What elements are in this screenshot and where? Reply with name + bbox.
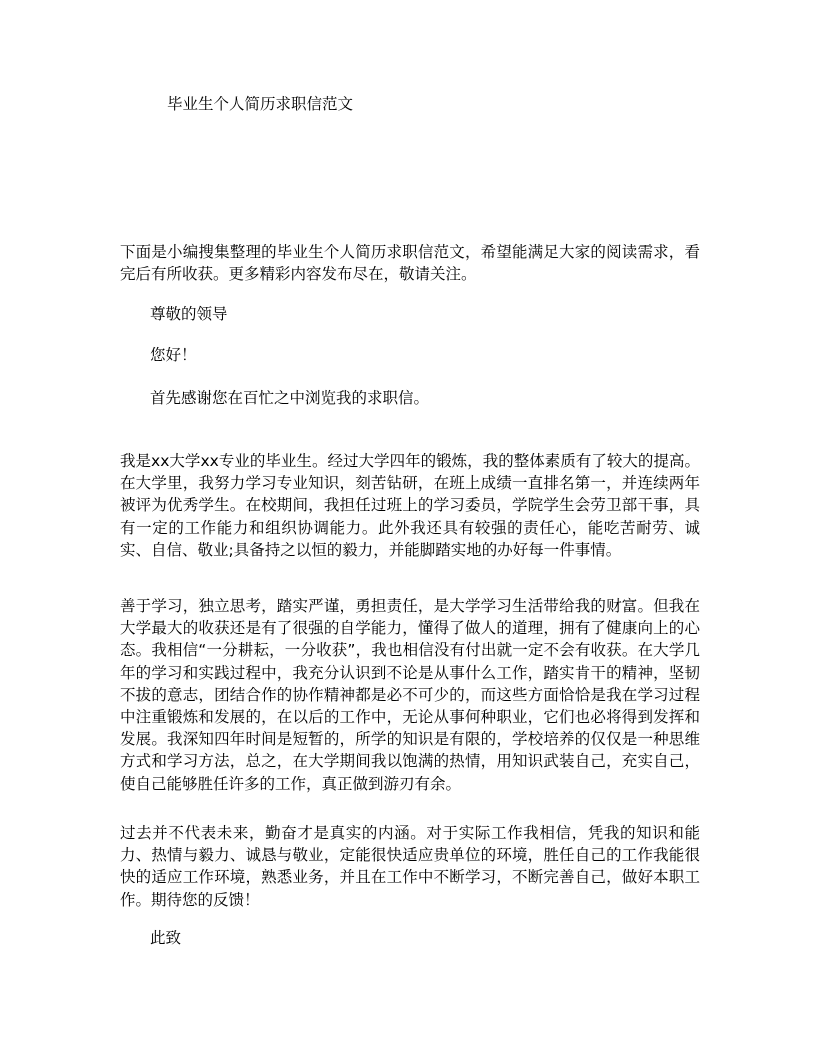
intro-paragraph: 下面是小编搜集整理的毕业生个人简历求职信范文，希望能满足大家的阅读需求，看完后有所收获。更多精彩内容发布尽在，敬请关注。 — [120, 243, 700, 284]
greeting: 您好！ — [150, 346, 197, 364]
opening-line: 首先感谢您在百忙之中浏览我的求职信。 — [150, 389, 430, 407]
closing: 此致 — [150, 929, 182, 947]
salutation: 尊敬的领导 — [150, 305, 228, 323]
body-paragraph-3: 过去并不代表未来，勤奋才是真实的内涵。对于实际工作我相信，凭我的知识和能力、热情与毅力、诚恳与敬业，定能很快适应贵单位的环境，胜任自己的工作我能很快的适应工作环境，熟悉业务，并且在工作中不断学习，不断完善自己，做好本职工作。期待您的反馈！ — [120, 824, 700, 909]
body-paragraph-2: 善于学习，独立思考，踏实严谨，勇担责任，是大学学习生活带给我的财富。但我在大学最大的收获还是有了很强的自学能力，懂得了做人的道理，拥有了健康向上的心态。我相信“一分耕耘，一分收获”，我也相信没有付出就一定不会有收获。在大学几年的学习和实践过程中，我充分认识到不论是从事什么工作，踏实肯干的精神，坚韧不拔的意志，团结合作的协作精神都是必不可少的，而这些方面恰恰是我在学习过程中注重锻炼和发展的，在以后的工作中，无论从事何种职业，它们也必将得到发挥和发展。我深知四年时间是短暂的，所学的知识是有限的，学校培养的仅仅是一种思维方式和学习方法，总之，在大学期间我以饱满的热情，用知识武装自己，充实自己，使自己能够胜任许多的工作，真正做到游刃有余。 — [120, 597, 700, 793]
body-paragraph-1: 我是xx大学xx专业的毕业生。经过大学四年的锻炼，我的整体素质有了较大的提高。在大学里，我努力学习专业知识，刻苦钻研，在班上成绩一直排名第一，并连续两年被评为优秀学生。在校期间，我担任过班上的学习委员，学院学生会劳卫部干事，具有一定的工作能力和组织协调能力。此外我还具有较强的责任心，能吃苦耐劳、诚实、自信、敬业;具备持之以恒的毅力，并能脚踏实地的办好每一件事情。 — [120, 452, 700, 559]
document-title: 毕业生个人简历求职信范文 — [167, 95, 354, 113]
